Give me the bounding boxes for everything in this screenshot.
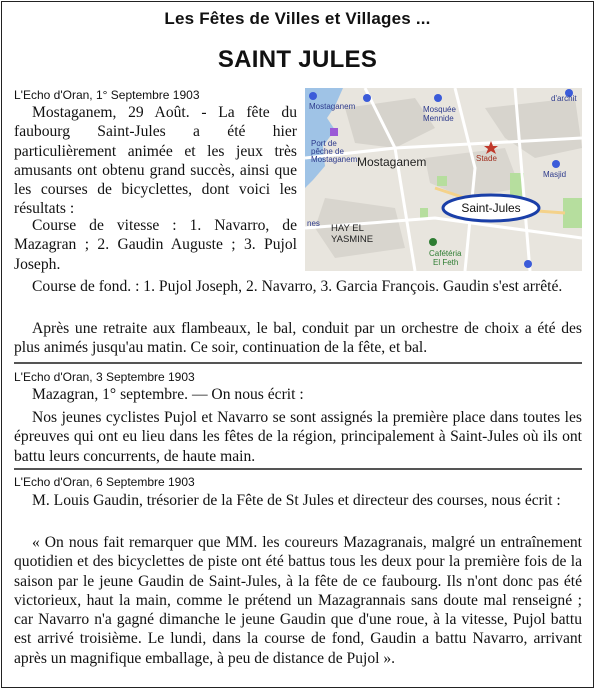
quoted-letter: « On nous fait remarquer que MM. les coureurs Mazagranais, malgré un entraînement quotidien et des bicyclettes de piste ont été battus tous les deux pour la première fois de la saison par le jeune Gaudin de Saint-Jules, à la fête de ce faubourg. Ils n'ont donc pas été victorieux, haut la main, comme le prétend un Mazagrannais sans doute mal renseigné ; car Navarro n'a gagné dimanche le jeune Gaudin que d'une roue, à la vitesse, Pujol battu est arrivé troisième. Le lundi, dans la course de fond, Gaudin a battu Navarro, arrivant après un magnifique emballage, à peu de distance de Pujol ». bbox=[14, 534, 582, 667]
cafe-icon bbox=[429, 238, 437, 246]
source-citation-3: L'Echo d'Oran, 6 Septembre 1903 bbox=[14, 475, 195, 489]
source-citation-2: L'Echo d'Oran, 3 Septembre 1903 bbox=[14, 370, 195, 384]
source-citation-1: L'Echo d'Oran, 1° Septembre 1903 bbox=[14, 88, 200, 102]
poi-icon bbox=[524, 260, 532, 268]
paragraph: Après une retraite aux flambeaux, le bal, conduit par un orchestre de choix a été des plus animés jusqu'au matin. Ce soir, continuation de la fête, et bal. bbox=[14, 320, 582, 357]
paragraph: Mostaganem, 29 Août. - La fête du faubourg Saint-Jules a été hier particulièrement animée et les jeux très amusants ont obtenu grand succès, ainsi que les courses de bicyclettes, dont voici les résultats : bbox=[14, 104, 297, 218]
map-label: El Feth bbox=[433, 258, 459, 267]
map-city-label: Mostaganem bbox=[357, 155, 427, 169]
map-label: Mennide bbox=[423, 114, 454, 123]
masjid-icon bbox=[552, 160, 560, 168]
page-subtitle: SAINT JULES bbox=[217, 46, 378, 73]
page-frame bbox=[1, 1, 594, 688]
map-label: d'archit bbox=[551, 94, 577, 103]
paragraph: Mazagran, 1° septembre. — On nous écrit : bbox=[32, 386, 304, 403]
map-label: Cafétéria bbox=[429, 249, 462, 258]
park-area bbox=[563, 198, 582, 228]
mosque-icon bbox=[434, 94, 442, 102]
poi-icon bbox=[309, 92, 317, 100]
map-label: Mostaganem bbox=[309, 102, 356, 111]
map-label: Mosquée bbox=[423, 105, 456, 114]
paragraph: Course de fond. : 1. Pujol Joseph, 2. Navarro, 3. Garcia François. Gaudin s'est arrêté. bbox=[32, 278, 563, 295]
section-divider bbox=[14, 362, 582, 364]
map-label: Port de bbox=[311, 139, 337, 148]
map-label: nes bbox=[307, 219, 320, 228]
paragraph: Nos jeunes cyclistes Pujol et Navarro se sont assignés la première place dans toutes les épreuves qui ont eu lieu dans les fêtes de la région, principalement à Saint-Jules où ils ont battu leurs concurrents, de haute main. bbox=[14, 409, 582, 465]
map-label: pêche de bbox=[311, 147, 344, 156]
map-label: Mostaganem bbox=[311, 155, 358, 164]
location-map bbox=[305, 88, 582, 271]
park-area bbox=[437, 176, 447, 186]
map-label: Masjid bbox=[543, 170, 567, 179]
section-divider bbox=[14, 468, 582, 470]
page-title: Les Fêtes de Villes et Villages ... bbox=[164, 9, 431, 28]
paragraph: Course de vitesse : 1. Navarro, de Mazagran ; 2. Gaudin Auguste ; 3. Pujol Joseph. bbox=[14, 217, 297, 273]
map-label: YASMINE bbox=[331, 234, 374, 245]
map-graphic bbox=[305, 88, 582, 271]
port-icon bbox=[330, 128, 338, 136]
map-label: HAY EL bbox=[331, 223, 364, 234]
paragraph: M. Louis Gaudin, trésorier de la Fête de St Jules et directeur des courses, nous écrit : bbox=[32, 492, 561, 509]
saint-jules-label: Saint-Jules bbox=[461, 201, 521, 215]
map-label: Stade bbox=[476, 154, 497, 163]
poi-icon bbox=[363, 94, 371, 102]
